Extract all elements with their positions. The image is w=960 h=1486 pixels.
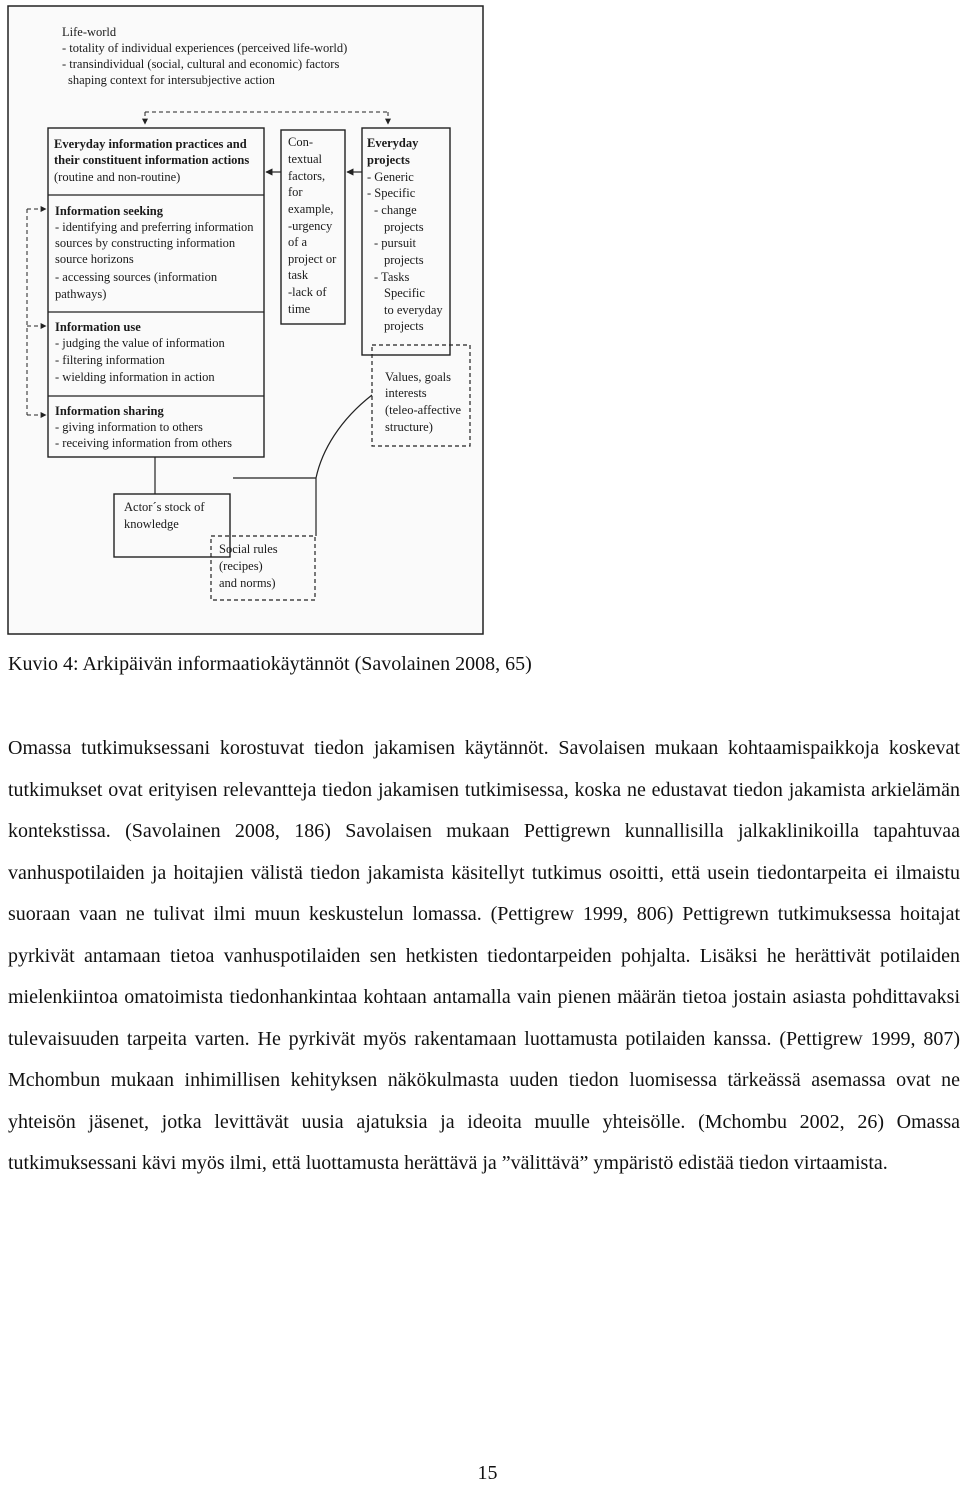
svg-text:interests: interests [385, 386, 427, 400]
svg-text:projects: projects [384, 319, 424, 333]
page-number: 15 [477, 1462, 498, 1484]
svg-text:- pursuit: - pursuit [374, 236, 417, 250]
svg-text:- change: - change [374, 203, 417, 217]
use-line: - judging the value of information [55, 336, 225, 350]
lifeworld-line: - totality of individual experiences (perceived life-world) [62, 41, 348, 55]
seeking-line: source horizons [55, 252, 134, 266]
svg-text:example,: example, [288, 202, 334, 216]
svg-text:Values, goals: Values, goals [385, 370, 451, 384]
svg-text:-urgency: -urgency [288, 219, 333, 233]
social-line: Social rules [219, 542, 278, 556]
svg-text:task: task [288, 268, 309, 282]
information-use-title: Information use [55, 320, 141, 334]
stock-line: Actor´s stock of [124, 500, 205, 514]
figure-caption: Kuvio 4: Arkipäivän informaatiokäytännöt (Savolainen 2008, 65) [8, 653, 532, 675]
svg-text:- Tasks: - Tasks [374, 270, 410, 284]
svg-text:Specific: Specific [384, 286, 425, 300]
seeking-line: - identifying and preferring information [55, 220, 254, 234]
figure-scan [0, 0, 495, 640]
social-line: (recipes) [219, 559, 263, 573]
svg-text:of a: of a [288, 235, 308, 249]
projects-title: Everyday [367, 136, 419, 150]
information-sharing-title: Information sharing [55, 404, 164, 418]
svg-text:to everyday: to everyday [384, 303, 443, 317]
svg-text:(teleo-affective: (teleo-affective [385, 403, 462, 417]
svg-text:project or: project or [288, 252, 337, 266]
svg-text:Con-: Con- [288, 135, 313, 149]
svg-text:factors,: factors, [288, 169, 326, 183]
svg-text:for: for [288, 185, 303, 199]
practices-title: their constituent information actions [54, 153, 250, 167]
practices-title: Everyday information practices and [54, 137, 247, 151]
lifeworld-title: Life-world [62, 25, 117, 39]
seeking-line: - accessing sources (information [55, 270, 218, 284]
stock-line: knowledge [124, 517, 179, 531]
seeking-line: sources by constructing information [55, 236, 236, 250]
svg-text:projects: projects [384, 253, 424, 267]
svg-text:time: time [288, 302, 311, 316]
projects-title: projects [367, 153, 410, 167]
information-seeking-title: Information seeking [55, 204, 163, 218]
body-paragraph: Omassa tutkimuksessani korostuvat tiedon jakamisen käytännöt. Savolaisen mukaan kohtaamispaikkoja koskevat tutkimukset ovat erityisen relevantteja tiedon jakamisen tutkimisessa, koska ne edustavat tiedon jakamista arkielämän kontekstissa. (Savolainen 2008, 186) Savolaisen mukaan Pettigrewn kunnallisilla jalkaklinikoilla tapahtuvaa vanhuspotilaiden ja hoitajien välistä tiedon jakamista käsitellyt tutkimus osoitti, että usein tiedontarpeita ei ilmaistu suoraan vaan ne tulivat ilmi muun keskustelun lomassa. (Pettigrew 1999, 806) Pettigrewn tutkimuksessa hoitajat pyrkivät antamaan tietoa vanhuspotilaiden sen hetkisten tiedontarpeiden pohjalta. Lisäksi he herättivät potilaiden mielenkiintoa omatoimista tiedonhankintaa kohtaan antamalla vain pienen määrän tietoa jostain asiasta pohdittavaksi tulevaisuuden tarpeita varten. He pyrkivät myös rakentamaan luottamusta potilaiden kanssa. (Pettigrew 1999, 807) Mchombun mukaan inhimillisen kehityksen näkökulmasta uuden tiedon luomisessa tärkeässä asemassa ovat ne yhteisön jäsenet, jotka levittävät uusia ajatuksia ja ideoita muulle yhteisölle. (Mchombu 2002, 26) Omassa tutkimuksessani kävi myös ilmi, että luottamusta herättävä ja ”välittävä” ympäristö edistää tiedon virtaamista. [8, 737, 960, 1174]
social-line: and norms) [219, 576, 276, 590]
sharing-line: - receiving information from others [55, 436, 233, 450]
lifeworld-line: shaping context for intersubjective action [68, 73, 275, 87]
svg-text:- Generic: - Generic [367, 170, 414, 184]
svg-text:- Specific: - Specific [367, 186, 416, 200]
seeking-line: pathways) [55, 287, 107, 301]
svg-text:textual: textual [288, 152, 323, 166]
svg-text:-lack of: -lack of [288, 285, 327, 299]
sharing-line: - giving information to others [55, 420, 203, 434]
use-line: - filtering information [55, 353, 165, 367]
use-line: - wielding information in action [55, 370, 215, 384]
svg-text:projects: projects [384, 220, 424, 234]
svg-text:structure): structure) [385, 420, 433, 434]
practices-subtitle: (routine and non-routine) [54, 170, 181, 184]
lifeworld-line: - transindividual (social, cultural and economic) factors [62, 57, 340, 71]
